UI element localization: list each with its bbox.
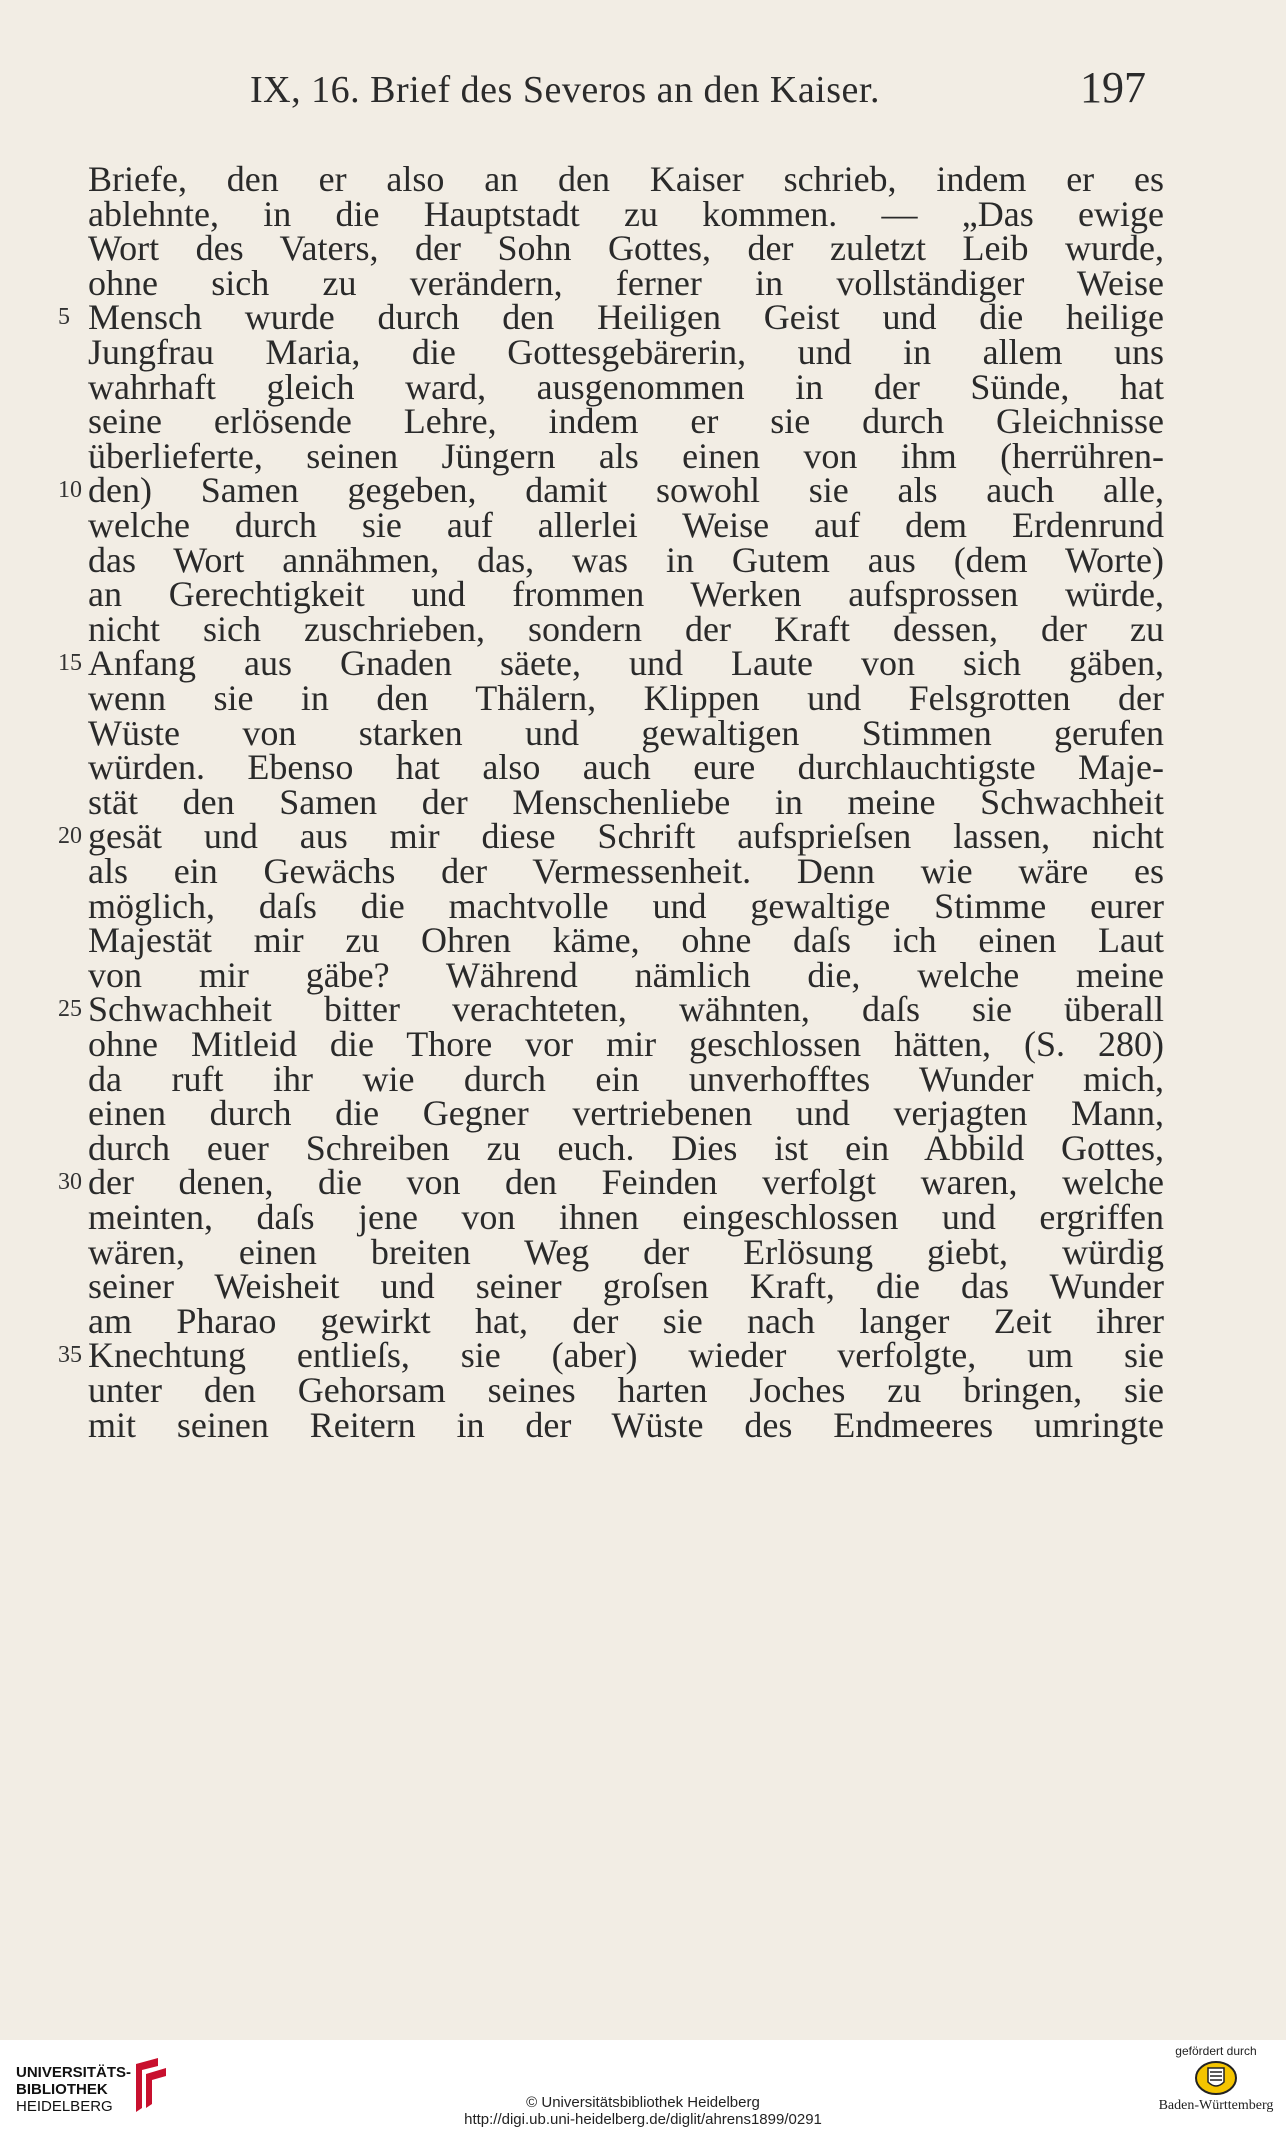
text-line: als ein Gewächs der Vermessenheit. Denn wie wäre es xyxy=(88,851,1164,891)
text-line: wären, einen breiten Weg der Erlösung giebt, würdig xyxy=(88,1232,1164,1272)
text-line: den) Samen gegeben, damit sowohl sie als auch alle, xyxy=(88,470,1164,510)
text-line: ohne sich zu verändern, ferner in vollständiger Weise xyxy=(88,263,1164,303)
text-line: stät den Samen der Menschenliebe in meine Schwachheit xyxy=(88,782,1164,822)
text-line: nicht sich zuschrieben, sondern der Kraft dessen, der zu xyxy=(88,609,1164,649)
funded-by-label: gefördert durch xyxy=(1175,2044,1257,2058)
line-number: 5 xyxy=(58,304,70,330)
page-number: 197 xyxy=(1080,63,1146,112)
text-line: ablehnte, in die Hauptstadt zu kommen. — „Das ewige xyxy=(88,194,1164,234)
line-number: 30 xyxy=(58,1169,82,1195)
text-line: am Pharao gewirkt hat, der sie nach langer Zeit ihrer xyxy=(88,1301,1164,1341)
running-header xyxy=(250,62,1146,122)
text-line: Wüste von starken und gewaltigen Stimmen gerufen xyxy=(88,713,1164,753)
footer-bar xyxy=(0,2040,1286,2134)
line-number: 20 xyxy=(58,823,82,849)
state-coat-of-arms-icon xyxy=(1194,2060,1238,2096)
line-number: 25 xyxy=(58,996,82,1022)
text-line: der denen, die von den Feinden verfolgt waren, welche xyxy=(88,1162,1164,1202)
permalink-url[interactable]: http://digi.ub.uni-heidelberg.de/diglit/ahrens1899/0291 xyxy=(464,2111,822,2128)
text-line: wahrhaft gleich ward, ausgenommen in der Sünde, hat xyxy=(88,367,1164,407)
text-line: Anfang aus Gnaden säete, und Laute von sich gäben, xyxy=(88,643,1164,683)
library-name-line2: BIBLIOTHEK xyxy=(16,2081,108,2098)
text-line: ohne Mitleid die Thore vor mir geschlossen hätten, (S. 280) xyxy=(88,1024,1164,1064)
running-title: IX, 16. Brief des Severos an den Kaiser. xyxy=(250,69,880,111)
copyright-notice xyxy=(0,2094,1286,2128)
text-line: wenn sie in den Thälern, Klippen und Felsgrotten der xyxy=(88,678,1164,718)
text-line: durch euer Schreiben zu euch. Dies ist ein Abbild Gottes, xyxy=(88,1128,1164,1168)
text-line: Mensch wurde durch den Heiligen Geist und die heilige xyxy=(88,297,1164,337)
copyright-text: © Universitätsbibliothek Heidelberg xyxy=(526,2094,760,2111)
text-line: Wort des Vaters, der Sohn Gottes, der zuletzt Leib wurde, xyxy=(88,228,1164,268)
library-name-line3: HEIDELBERG xyxy=(16,2098,113,2115)
text-line: gesät und aus mir diese Schrift aufsprieſsen lassen, nicht xyxy=(88,816,1164,856)
text-line: mit seinen Reitern in der Wüste des Endmeeres umringte xyxy=(88,1405,1164,1445)
funder-name: Baden-Württemberg xyxy=(1158,2098,1274,2113)
text-line: überlieferte, seinen Jüngern als einen von ihm (herrühren- xyxy=(88,436,1164,476)
text-line: Schwachheit bitter verachteten, wähnten, daſs sie überall xyxy=(88,989,1164,1029)
library-name-line1: UNIVERSITÄTS- xyxy=(16,2064,132,2081)
text-line: da ruft ihr wie durch ein unverhofftes Wunder mich, xyxy=(88,1059,1164,1099)
text-line: Knechtung entlieſs, sie (aber) wieder verfolgte, um sie xyxy=(88,1335,1164,1375)
text-line: seine erlösende Lehre, indem er sie durch Gleichnisse xyxy=(88,401,1164,441)
text-line: unter den Gehorsam seines harten Joches zu bringen, sie xyxy=(88,1370,1164,1410)
text-line: Jungfrau Maria, die Gottesgebärerin, und in allem uns xyxy=(88,332,1164,372)
text-line: Briefe, den er also an den Kaiser schrieb, indem er es xyxy=(88,159,1164,199)
text-line: von mir gäbe? Während nämlich die, welche meine xyxy=(88,955,1164,995)
text-line: an Gerechtigkeit und frommen Werken aufsprossen würde, xyxy=(88,574,1164,614)
text-line: welche durch sie auf allerlei Weise auf dem Erdenrund xyxy=(88,505,1164,545)
text-line: einen durch die Gegner vertriebenen und verjagten Mann, xyxy=(88,1093,1164,1133)
text-line: seiner Weisheit und seiner groſsen Kraft, die das Wunder xyxy=(88,1266,1164,1306)
text-line: Majestät mir zu Ohren käme, ohne daſs ich einen Laut xyxy=(88,920,1164,960)
text-line: würden. Ebenso hat also auch eure durchlauchtigste Maje- xyxy=(88,747,1164,787)
line-number: 35 xyxy=(58,1342,82,1368)
text-line: meinten, daſs jene von ihnen eingeschlossen und ergriffen xyxy=(88,1197,1164,1237)
funder-block xyxy=(1156,2044,1276,2114)
line-number: 10 xyxy=(58,477,82,503)
text-line: möglich, daſs die machtvolle und gewaltige Stimme eurer xyxy=(88,886,1164,926)
line-number: 15 xyxy=(58,650,82,676)
text-line: das Wort annähmen, das, was in Gutem aus (dem Worte) xyxy=(88,540,1164,580)
